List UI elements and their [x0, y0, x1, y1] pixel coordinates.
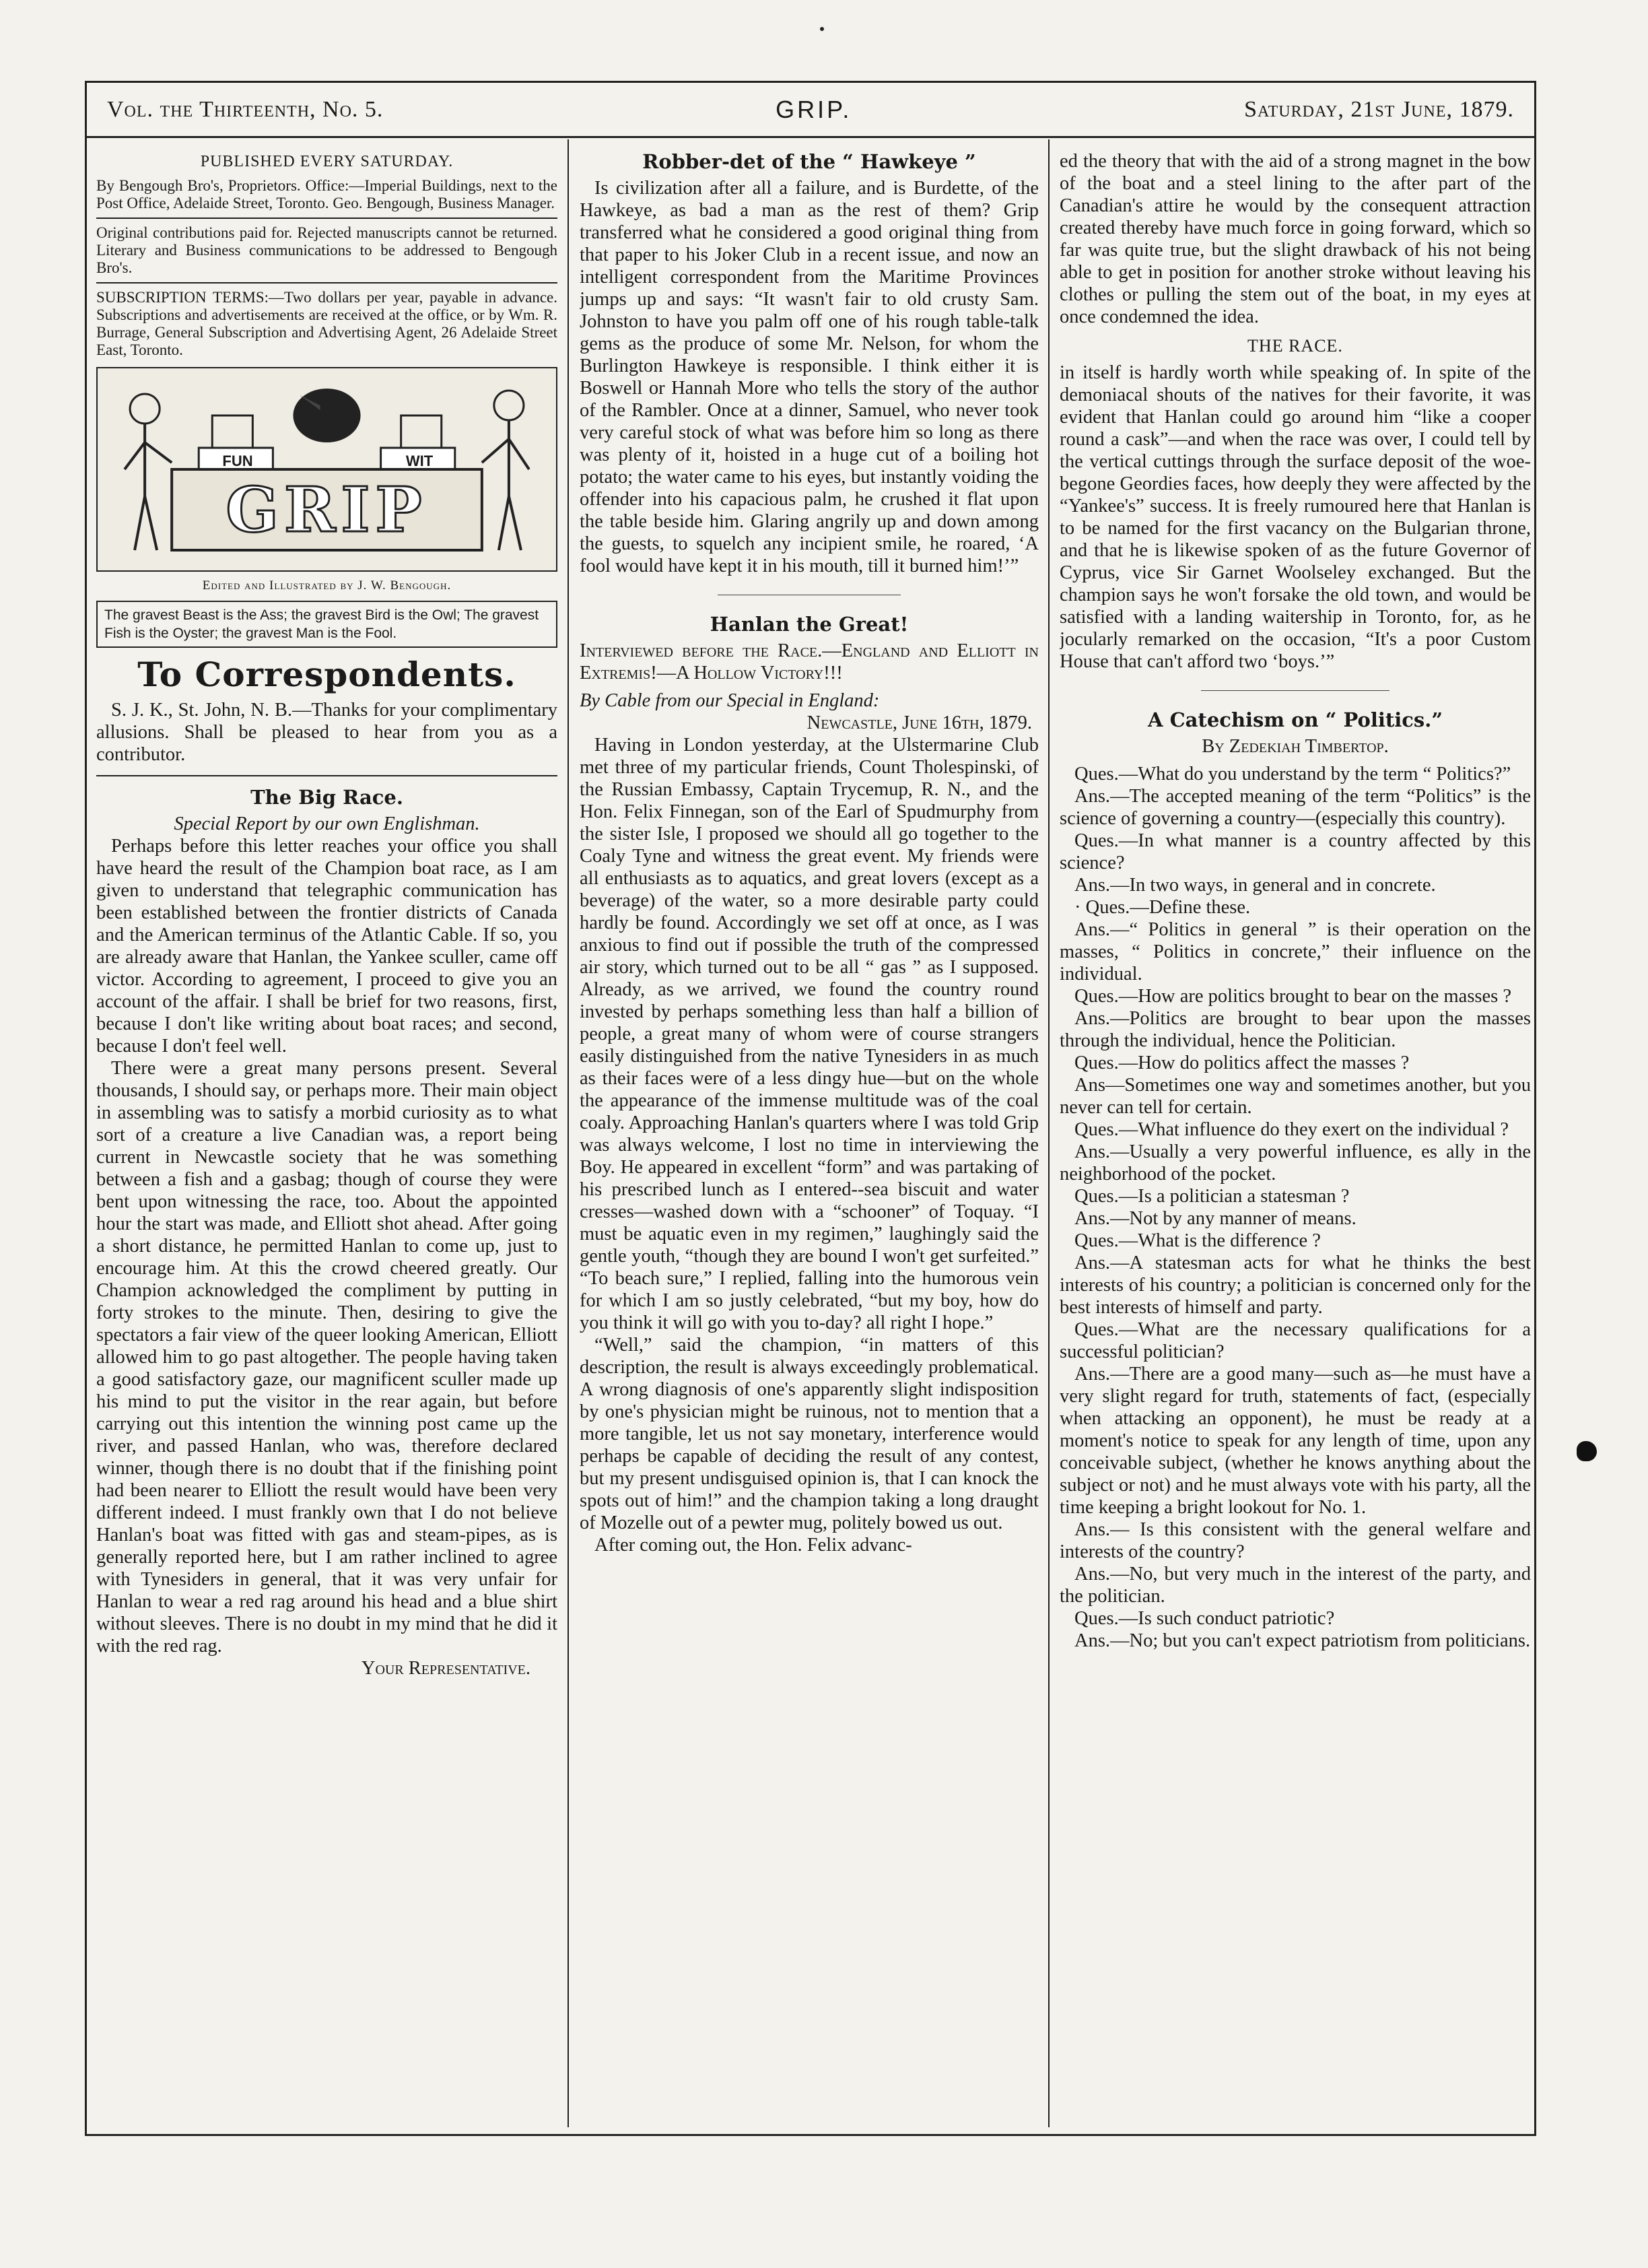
column-left	[96, 150, 557, 2121]
catechism-line: Ans—Sometimes one way and sometimes another, but you never can tell for certain.	[1060, 1075, 1531, 1118]
paper-title: GRIP.	[776, 95, 852, 123]
catechism-line: Ans.— Is this consistent with the general welfare and interests of the country?	[1060, 1519, 1531, 1562]
article-byline: By Zedekiah Timbertop.	[1202, 736, 1389, 757]
banner-fun: FUN	[222, 453, 253, 469]
newspaper-page	[85, 81, 1536, 2136]
catechism-line: Ans.—Not by any manner of means.	[1074, 1208, 1357, 1229]
article-paragraph: Is civilization after all a failure, and is Burdette, of the Hawkeye, as bad a man as the rest of them? Grip transferred what he considered a good original thing from that paper to his Joker Club in a recent issue, and now an intelligent correspondent from the Maritime Provinces jumps up and says: “It wasn't fair to old crusty Sam. Johnston to have you palm off one of his rough table-talk gems as the produce of some Mr. Nelson, for whom the Burlington Hawkeye is responsible. I think either it is Boswell or Hannah More who tells the story of the author of the Rambler. Once at a dinner, Samuel, who never took very careful stock of what was before him so long as there was plenty of it, hoisted in a huge cut of a boiling hot potato; the water came to his eyes, but instantly voiding the offender into his capacious palm, he crushed it flat upon the table beside him. Glaring angrily up and down among the guests, to squelch any incipient smile, he roared, ‘A fool would have kept it in his mouth, till it burned him!’”	[580, 178, 1039, 576]
section-heading-race: THE RACE.	[1247, 336, 1343, 356]
article-paragraph: Having in London yesterday, at the Ulstermarine Club met three of my particular friends, Count Tholespinski, of the Russian Embassy, Captain Trycemup, R. N., and the Hon. Felix Finnegan, son of the Earl of Spudmurphy from the sister Isle, I proposed we should all go together to the Coaly Tyne and witness the great event. My friends were all enthusiasts as to aquatics, and great lovers (except as a beverage) of the water, so a more desirable party could hardly be found. Accordingly we set off at once, as I was anxious to find out if possible the truth of the compressed air story, which turned out to be all “ gas ” as I supposed. Already, as we arrived, we found the country round invested by perhaps something less than half a billion of people, a great many of whom were of course strangers easily distinguished from the native Tynesiders in as much as their faces were of a less dingy hue—but on the whole the appearance of the immense multitude was of the coal coaly. Approaching Hanlan's quarters where I was told Grip was always welcome, I lost no time in interviewing the Boy. He appeared in excellent “form” and was partaking of his prescribed lunch as I entered--sea biscuit and water cresses—washed down with a “schooner” of Toquay. “I must be aquatic even in my regimen,” laughingly said the gentle youth, “though they are bound I won't get surfeited.” “To beach sure,” I replied, falling into the humorous vein for which I am so justly celebrated, “but my boy, how do you think it will go with you to-day? all right I hope.”	[580, 735, 1039, 1333]
dateline: Newcastle, June 16th, 1879.	[806, 712, 1032, 733]
article-subtitle: Special Report by our own Englishman.	[174, 813, 480, 834]
ink-blot	[1577, 1441, 1597, 1461]
motto-box: The gravest Beast is the Ass; the gravest Bird is the Owl; The gravest Fish is the Oyster; the gravest Man is the Fool.	[96, 601, 557, 648]
catechism-line: Ques.—What influence do they exert on the individual ?	[1074, 1119, 1509, 1140]
correspondents-heading: To Correspondents.	[137, 655, 516, 694]
catechism-line: · Ques.—Define these.	[1074, 897, 1251, 918]
catechism-line: Ans.—There are a good many—such as—he must have a very slight regard for truth, statements of fact, (especially when attacking an opponent), he must be ready at a moment's notice to speak for any length of time, upon any conceivable subject, (whether he knows anything about the subject or not) and he must always vote with his party, all the time keeping a bright lookout for No. 1.	[1060, 1364, 1531, 1518]
catechism-line: Ans.—In two ways, in general and in concrete.	[1074, 875, 1436, 896]
article-title-catechism: A Catechism on “ Politics.”	[1147, 708, 1443, 731]
article-title-hanlan: Hanlan the Great!	[710, 613, 909, 636]
catechism-line: Ques.—Is a politician a statesman ?	[1074, 1186, 1350, 1207]
catechism-line: Ans.—“ Politics in general ” is their operation on the masses, “ Politics in concrete,” their influence on the individual.	[1060, 919, 1531, 985]
print-dot	[820, 27, 824, 31]
grip-masthead-cartoon	[96, 367, 557, 572]
article-paragraph: There were a great many persons present. Several thousands, I should say, or perhaps more. Their main object in assembling was to satisfy a morbid curiosity as to what sort of a creature a live Canadian was, a report being current in Newcastle society that he was something between a fish and a gasbag; though of course they were bent upon witnessing the race, too. About the appointed hour the start was made, and Elliott shot ahead. After going a short distance, he permitted Hanlan to come up, just to encourage him. At this the crowd cheered greatly. Our Champion acknowledged the compliment by putting in forty strokes to the minute. Then, desiring to give the spectators a fair view of the queer looking American, Elliott allowed him to go past altogether. The people having taken a good satisfactory gaze, our magnificent sculler made up his mind to put the visitor in the rear again, but before carrying out this intention the winning post came up the river, and passed Hanlan, who was, therefore declared winner, though there is no doubt that if the finishing point had been nearer to Elliott the result would have been very different indeed. I must frankly own that I do not believe Hanlan's boat was fitted with gas and steam-pipes, as is generally reported here, but I am rather inclined to agree with Tynesiders in general, that it was very unfair for Hanlan to wear a red rag around his head and a blue shirt without sleeves. There is no doubt in my mind that he did it with the red rag.	[96, 1058, 557, 1657]
article-paragraph: Perhaps before this letter reaches your office you shall have heard the result of the Champion boat race, as I am given to understand that telegraphic communication has been established between the frontier districts of Canada and the American terminus of the Atlantic Cable. If so, you are already aware that Hanlan, the Yankee sculler, came off victor. According to agreement, I proceed to give you an account of the affair. I shall be brief for two reasons, first, because I don't like writing about boat races; and second, because I don't feel well.	[96, 836, 557, 1057]
catechism-line: Ques.—How are politics brought to bear on the masses ?	[1074, 986, 1512, 1007]
article-paragraph: in itself is hardly worth while speaking of. In spite of the demoniacal shouts of the natives for their favorite, it was evident that Hanlan could go around him “like a cooper round a cask”—and when the race was over, I could tell by the vertical cuttings through the surface deposit of the woe-begone Geordies faces, how deeply they were affected by the “Yankee's” success. It is freely rumoured here that Hanlan is to be named for the first vacancy on the Bulgarian throne, and that he is likewise spoken of as the future Governor of Cyprus, vice Sir Garnet Woolseley exchanged. But the champion says he won't forsake the old town, and would be satisfied with a landing waitership in Toronto, for, as he jocularly remarked on the occasion, “It's a poor Custom House that can't afford two ‘boys.’”	[1060, 362, 1531, 672]
article-paragraph: “Well,” said the champion, “in matters of this description, the result is always exceedingly problematical. A wrong diagnosis of one's apparently slight indisposition by one's physician might be ruinous, not to mention that a more tangible, let us not say monetary, interference would perhaps be capable of deciding the result of any contest, but my present undisguised opinion is, that I can knock the spots out of him!” and the champion taking a long draught of Mozelle out of a pewter mug, politely bowed us out.	[580, 1335, 1039, 1533]
cable-line: By Cable from our Special in England:	[580, 690, 880, 711]
article-paragraph: After coming out, the Hon. Felix advanc-	[594, 1535, 912, 1556]
issue-date: Saturday, 21st June, 1879.	[1244, 96, 1514, 122]
article-subtitle: Interviewed before the Race.—England and Elliott in Extremis!—A Hollow Victory!!!	[580, 640, 1039, 683]
article-title-hawkeye: Robber-det of the “ Hawkeye ”	[642, 150, 976, 173]
column-rule	[1048, 139, 1050, 2127]
catechism-line: Ans.—No; but you can't expect patriotism from politicians.	[1074, 1630, 1531, 1651]
catechism-line: Ques.—What are the necessary qualifications for a successful politician?	[1060, 1319, 1531, 1362]
banner-wit: WIT	[405, 453, 434, 469]
catechism-line: Ques.—How do politics affect the masses ?	[1074, 1053, 1410, 1073]
column-middle	[580, 150, 1039, 2121]
grip-logo-lettering: GRIP	[226, 473, 427, 546]
divider	[96, 282, 557, 284]
volume-number: Vol. the Thirteenth, No. 5.	[107, 96, 384, 122]
column-rule	[568, 139, 569, 2127]
divider	[96, 218, 557, 219]
catechism-line: Ans.—The accepted meaning of the term “Politics” is the science of governing a country—(especially this country).	[1060, 786, 1531, 829]
article-title-big-race: The Big Race.	[250, 786, 403, 809]
proprietors-notice: By Bengough Bro's, Proprietors. Office:—Imperial Buildings, next to the Post Office, Adelaide Street, Toronto. Geo. Bengough, Business Manager.	[96, 177, 557, 211]
catechism-line: Ques.—Is such conduct patriotic?	[1074, 1608, 1335, 1629]
catechism-line: Ques.—What do you understand by the term “ Politics?”	[1074, 764, 1511, 785]
divider	[96, 775, 557, 776]
catechism-line: Ans.—Politics are brought to bear upon the masses through the individual, hence the Politician.	[1060, 1008, 1531, 1051]
cartoon-caption: Edited and Illustrated by J. W. Bengough.	[202, 578, 452, 593]
contributions-notice: Original contributions paid for. Rejected manuscripts cannot be returned. Literary and Business communications to be addressed to Bengough Bro's.	[96, 224, 557, 276]
correspondents-text: S. J. K., St. John, N. B.—Thanks for your complimentary allusions. Shall be pleased to hear from you as a contributor.	[96, 700, 557, 765]
subscription-notice: SUBSCRIPTION TERMS:—Two dollars per year, payable in advance. Subscriptions and advertisements are received at the office, or by Wm. R. Burrage, General Subscription and Advertising Agent, 26 Adelaide Street East, Toronto.	[96, 289, 557, 358]
publication-notice: PUBLISHED EVERY SATURDAY.	[200, 153, 454, 170]
catechism-line: Ans.—Usually a very powerful influence, es ally in the neighborhood of the pocket.	[1060, 1141, 1531, 1185]
article-signature: Your Representative.	[361, 1658, 530, 1679]
catechism-line: Ans.—No, but very much in the interest of the party, and the politician.	[1060, 1564, 1531, 1607]
column-right	[1060, 150, 1531, 2121]
masthead	[87, 83, 1534, 138]
catechism-line: Ans.—A statesman acts for what he thinks the best interests of his country; a politician is concerned only for the best interests of himself and party.	[1060, 1253, 1531, 1318]
catechism-line: Ques.—What is the difference ?	[1074, 1230, 1321, 1251]
divider	[1201, 690, 1389, 691]
catechism-line: Ques.—In what manner is a country affected by this science?	[1060, 830, 1531, 873]
article-paragraph: ed the theory that with the aid of a strong magnet in the bow of the boat and a steel lining to the after part of the Canadian's attire he would by the consequent attraction created thereby have much force in going forward, which so far was quite true, but the slight drawback of his not being able to get in position for another stroke without leaving his clothes or pulling the stem out of the boat, in my eyes at once condemned the idea.	[1060, 151, 1531, 327]
